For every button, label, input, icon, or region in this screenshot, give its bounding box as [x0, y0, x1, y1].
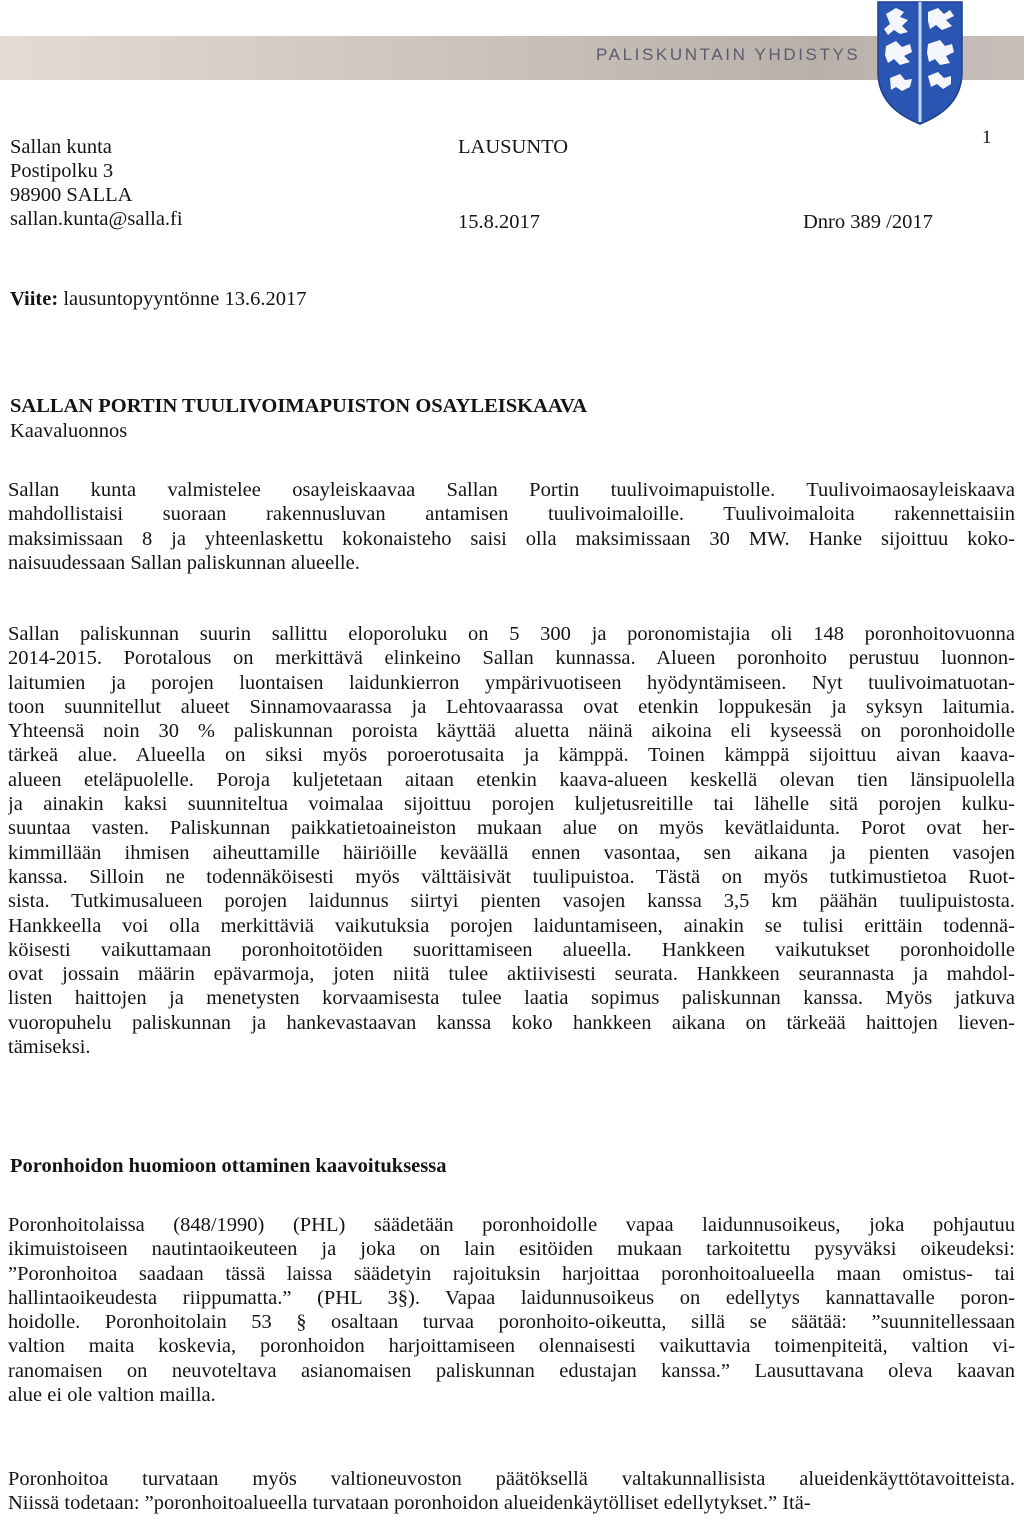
document-reference-number: Dnro 389 /2017: [803, 211, 933, 233]
paragraph-project-description: [8, 478, 1015, 575]
text-line: alueen eteläpuolelle. Poroja kuljetetaan aitaan etenkin kaava-alueen keskellä olevan tien länsipuolella: [8, 768, 1015, 791]
text-line: maksimissaan 8 ja yhteenlaskettu kokonaisteho saisi olla maksimissaan 30 MW. Hanke sijoittuu koko-: [8, 527, 1015, 550]
text-line: Poronhoitoa turvataan myös valtioneuvoston päätöksellä valtakunnallisista alueidenkäyttötavoitteista.: [8, 1468, 1015, 1490]
reference-text: lausuntopyyntönne 13.6.2017: [63, 288, 307, 310]
document-title: SALLAN PORTIN TUULIVOIMAPUISTON OSAYLEISKAAVA: [10, 395, 588, 417]
document-date: 15.8.2017: [458, 211, 540, 233]
text-line: ja ainakin kaksi suunniteltua voimalaa sijoittuu porojen kuljetusreitille tai lähelle sitä porojen kulku-: [8, 793, 1015, 816]
text-line: kimmillään ihmisen aiheuttamille häiriöille keväällä ennen vasontaa, sen aikana ja pienten vasojen: [8, 841, 1015, 864]
section-heading: Poronhoidon huomioon ottaminen kaavoituksessa: [10, 1155, 447, 1177]
text-line: Sallan paliskunnan suurin sallittu eloporoluku on 5 300 ja poronomistajia oli 148 poronhoitovuonna: [8, 623, 1015, 645]
text-line: hallintaoikeudesta riippumatta.” (PHL 3§). Vapaa laidunnusoikeus on edellytys kannattavalle poron-: [8, 1286, 1015, 1309]
reference-label: Viite:: [10, 288, 59, 310]
text-line: Niissä todetaan: ”poronhoitoalueella turvataan poronhoidon alueidenkäytölliset edellytykset.” Itä-: [8, 1492, 811, 1515]
text-line: naisuudessaan Sallan paliskunnan alueelle.: [8, 551, 360, 574]
document-subtitle: Kaavaluonnos: [10, 420, 128, 442]
recipient-address: [10, 135, 183, 231]
text-line: tämiseksi.: [8, 1036, 91, 1059]
text-line: ranomaisen on neuvoteltava asianomaisen paliskunnan edustajan kanssa.” Lausuttavana oleva kaavan: [8, 1359, 1015, 1382]
text-line: köisesti vaikuttamaan poronhoitotöiden suorittamiseen alueella. Hankkeen vaikutukset poronhoidolle: [8, 938, 1015, 961]
text-line: ”Poronhoitoa saadaan tässä laissa säädetyin rajoituksin harjoittaa poronhoitoalueella maan omistus- tai: [8, 1262, 1015, 1285]
document-type: LAUSUNTO: [458, 136, 569, 158]
recipient-postal: 98900 SALLA: [10, 184, 133, 206]
paragraph-national-land-use-goals: [8, 1467, 1015, 1516]
organization-name: PALISKUNTAIN YHDISTYS: [596, 45, 861, 64]
text-line: tärkeä alue. Alueella on siksi myös poroerotusaita ja kämppä. Toinen kämppä sijoittuu aivan kaava-: [8, 744, 1015, 767]
page-number: 1: [982, 127, 992, 148]
text-line: Poronhoitolaissa (848/1990) (PHL) säädetään poronhoidolle vapaa laidunnusoikeus, joka pohjautuu: [8, 1214, 1015, 1236]
text-line: Sallan kunta valmistelee osayleiskaavaa Sallan Portin tuulivoimapuistolle. Tuulivoimaosayleiskaava: [8, 479, 1015, 501]
text-line: kanssa. Silloin ne todennäköisesti myös välttäisivät tuulipuistoa. Tästä on myös tutkimustietoa Ruot-: [8, 865, 1015, 888]
coat-of-arms-reindeer-icon: [872, 0, 968, 126]
text-line: mahdollistaisi suoraan rakennusluvan antamisen tuulivoimaloille. Tuulivoimaloita rakennettaisiin: [8, 503, 1015, 526]
recipient-street: Postipolku 3: [10, 160, 114, 182]
text-line: alue ei ole valtion mailla.: [8, 1384, 216, 1407]
text-line: toon suunnitellut alueet Sinnamovaarassa ja Lehtovaarassa ovat etenkin loppukesän ja syksyn laitumia.: [8, 695, 1015, 718]
text-line: sista. Tutkimusalueen porojen laidunnus siirtyi pienten vasojen kanssa 3,5 km päähän tuulipuistosta.: [8, 890, 1015, 913]
text-line: vuoropuhelu paliskunnan ja hankevastaavan kanssa koko hankkeen aikana on tärkeää haittojen lieven-: [8, 1011, 1015, 1034]
text-line: suuntaa vasten. Paliskunnan paikkatietoaineiston mukaan alue on myös kevätlaidunta. Porot ovat her-: [8, 817, 1015, 840]
reference-line: [10, 287, 306, 311]
text-line: 2014-2015. Porotalous on merkittävä elinkeino Sallan kunnassa. Alueen poronhoito perustuu luonnon-: [8, 647, 1015, 670]
text-line: ikimuistoiseen nautintaoikeuteen ja joka on lain esitöiden mukaan tarkoitettu pysyväksi oikeudeksi:: [8, 1238, 1015, 1261]
text-line: hoidolle. Poronhoitolain 53 § osaltaan turvaa poronhoito-oikeutta, sillä se säätää: ”suunnitellessaan: [8, 1311, 1015, 1334]
paragraph-reindeer-law: [8, 1213, 1015, 1407]
text-line: ovat jossain määrin epävarmoja, joten niitä tulee aktiivisesti seurata. Hankkeen seurannasta ja mahdol-: [8, 963, 1015, 986]
recipient-email: sallan.kunta@salla.fi: [10, 208, 183, 230]
text-line: Hankkeella voi olla merkittäviä vaikutuksia porojen laiduntamiseen, ainakin se tulisi erittäin todennä-: [8, 914, 1015, 937]
text-line: Yhteensä noin 30 % paliskunnan poroista käyttää aluetta näinä aikoina eli kyseessä on poronhoidolle: [8, 720, 1015, 743]
header-band: [0, 36, 1024, 80]
recipient-name: Sallan kunta: [10, 136, 112, 158]
text-line: listen haittojen ja menetysten korvaamisesta tulee laatia sopimus paliskunnan kanssa. Myös jatkuva: [8, 987, 1015, 1010]
paragraph-reindeer-impacts: [8, 622, 1015, 1059]
text-line: laitumien ja porojen luontaisen laidunkierron ympärivuotiseen hyödyntämiseen. Nyt tuulivoimatuotan-: [8, 671, 1015, 694]
text-line: valtion maita koskevia, poronhoidon harjoittamiseen olennaisesti vaikuttavia toimenpiteitä, valtion vi-: [8, 1335, 1015, 1358]
